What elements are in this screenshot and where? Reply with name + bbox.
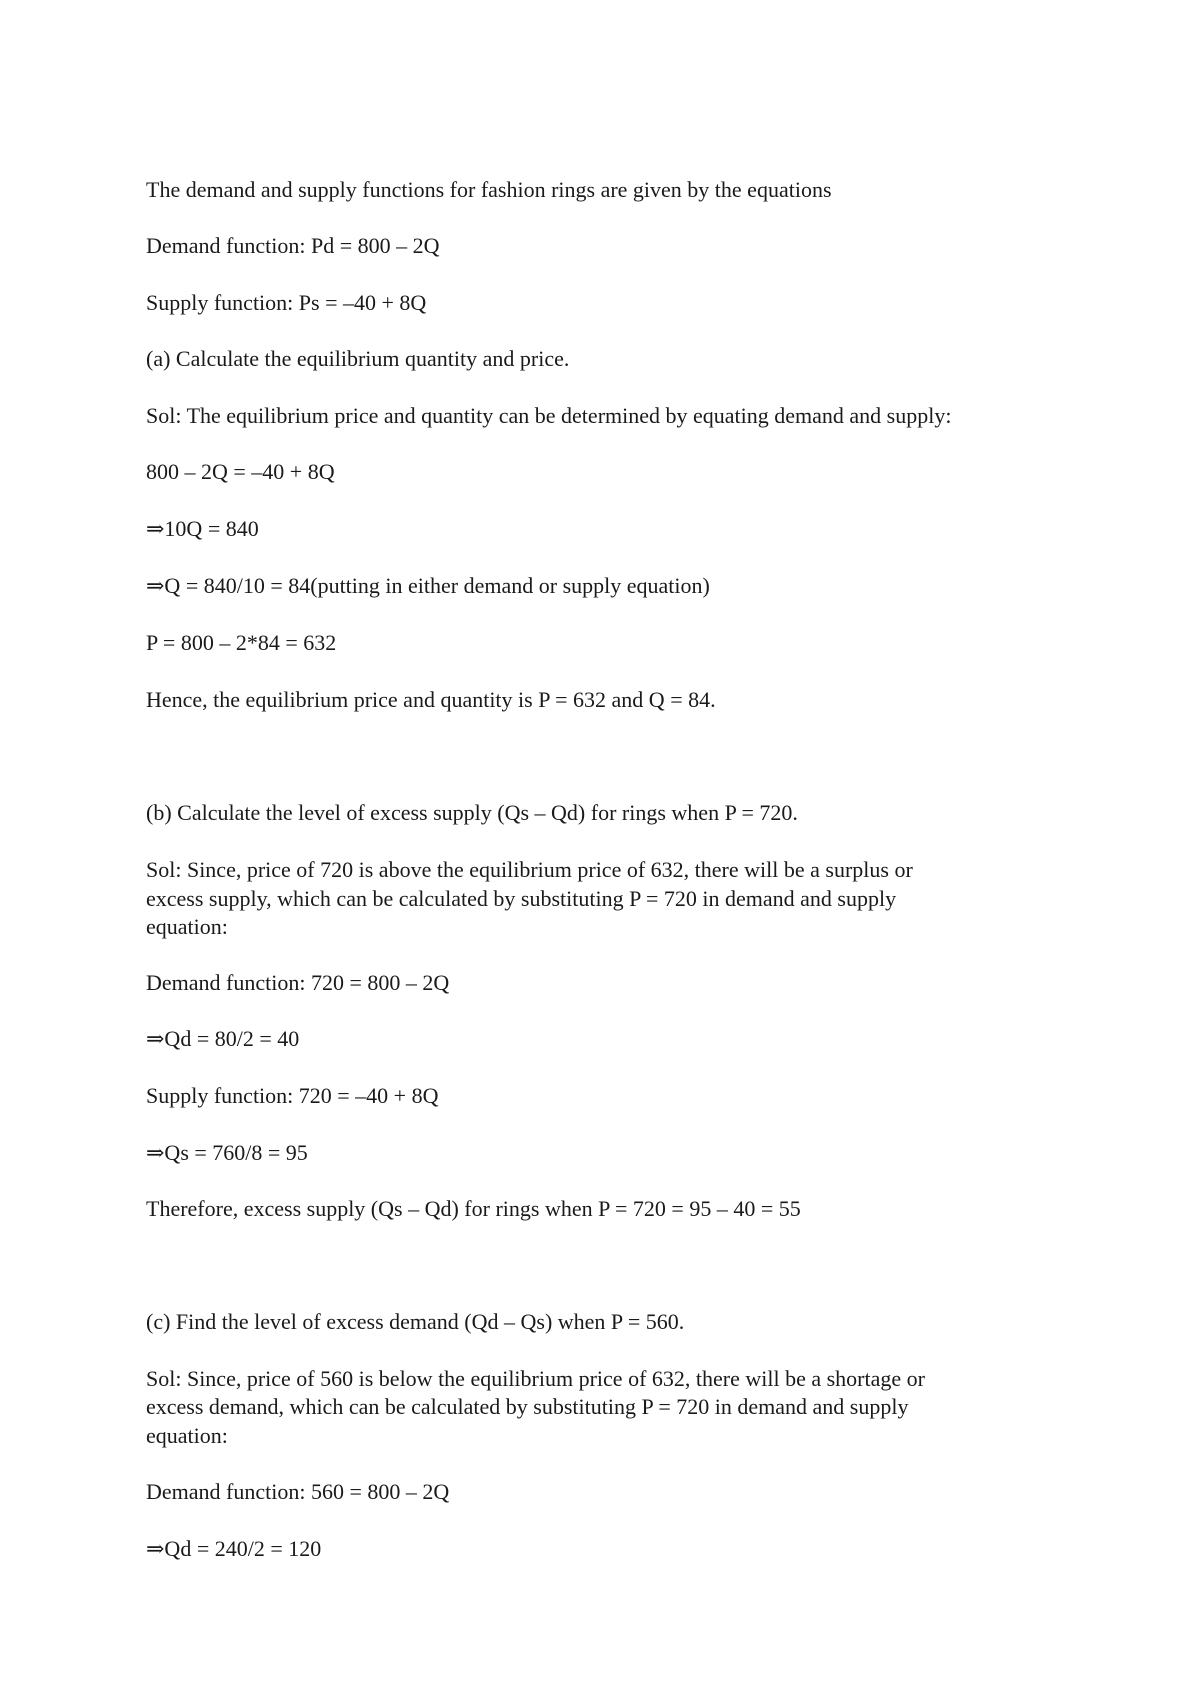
part-a-solution: Sol: The equilibrium price and quantity can be determined by equating demand and supply:: [146, 403, 952, 428]
part-c-step-1: Demand function: 560 = 800 – 2Q: [146, 1479, 450, 1504]
part-a-question: (a) Calculate the equilibrium quantity and price.: [146, 346, 570, 371]
part-b-solution-line-2: excess supply, which can be calculated by substituting P = 720 in demand and supply: [146, 886, 897, 911]
part-c-step-2: ⇒Qd = 240/2 = 120: [146, 1536, 322, 1561]
part-a-step-3: ⇒Q = 840/10 = 84(putting in either demand or supply equation): [146, 573, 710, 598]
part-a-step-2: ⇒10Q = 840: [146, 516, 259, 541]
part-b-solution-line-1: Sol: Since, price of 720 is above the equilibrium price of 632, there will be a surplus or: [146, 857, 913, 882]
part-b-solution-line-3: equation:: [146, 914, 228, 939]
part-c-question: (c) Find the level of excess demand (Qd – Qs) when P = 560.: [146, 1309, 685, 1334]
part-a-step-4: P = 800 – 2*84 = 632: [146, 630, 337, 655]
part-a-conclusion: Hence, the equilibrium price and quantity is P = 632 and Q = 84.: [146, 687, 716, 712]
part-b-step-2: ⇒Qd = 80/2 = 40: [146, 1026, 300, 1051]
part-b-conclusion: Therefore, excess supply (Qs – Qd) for rings when P = 720 = 95 – 40 = 55: [146, 1196, 801, 1221]
part-a-step-1: 800 – 2Q = –40 + 8Q: [146, 459, 335, 484]
part-c-solution-line-1: Sol: Since, price of 560 is below the equilibrium price of 632, there will be a shortage or: [146, 1366, 925, 1391]
part-b-step-1: Demand function: 720 = 800 – 2Q: [146, 970, 450, 995]
part-c-solution-line-3: equation:: [146, 1423, 228, 1448]
part-b-step-3: Supply function: 720 = –40 + 8Q: [146, 1083, 439, 1108]
demand-function: Demand function: Pd = 800 – 2Q: [146, 233, 440, 258]
part-c-solution-line-2: excess demand, which can be calculated by substituting P = 720 in demand and supply: [146, 1394, 909, 1419]
part-b-question: (b) Calculate the level of excess supply (Qs – Qd) for rings when P = 720.: [146, 800, 798, 825]
intro-text: The demand and supply functions for fashion rings are given by the equations: [146, 177, 832, 202]
supply-function: Supply function: Ps = –40 + 8Q: [146, 290, 427, 315]
part-b-step-4: ⇒Qs = 760/8 = 95: [146, 1140, 308, 1165]
